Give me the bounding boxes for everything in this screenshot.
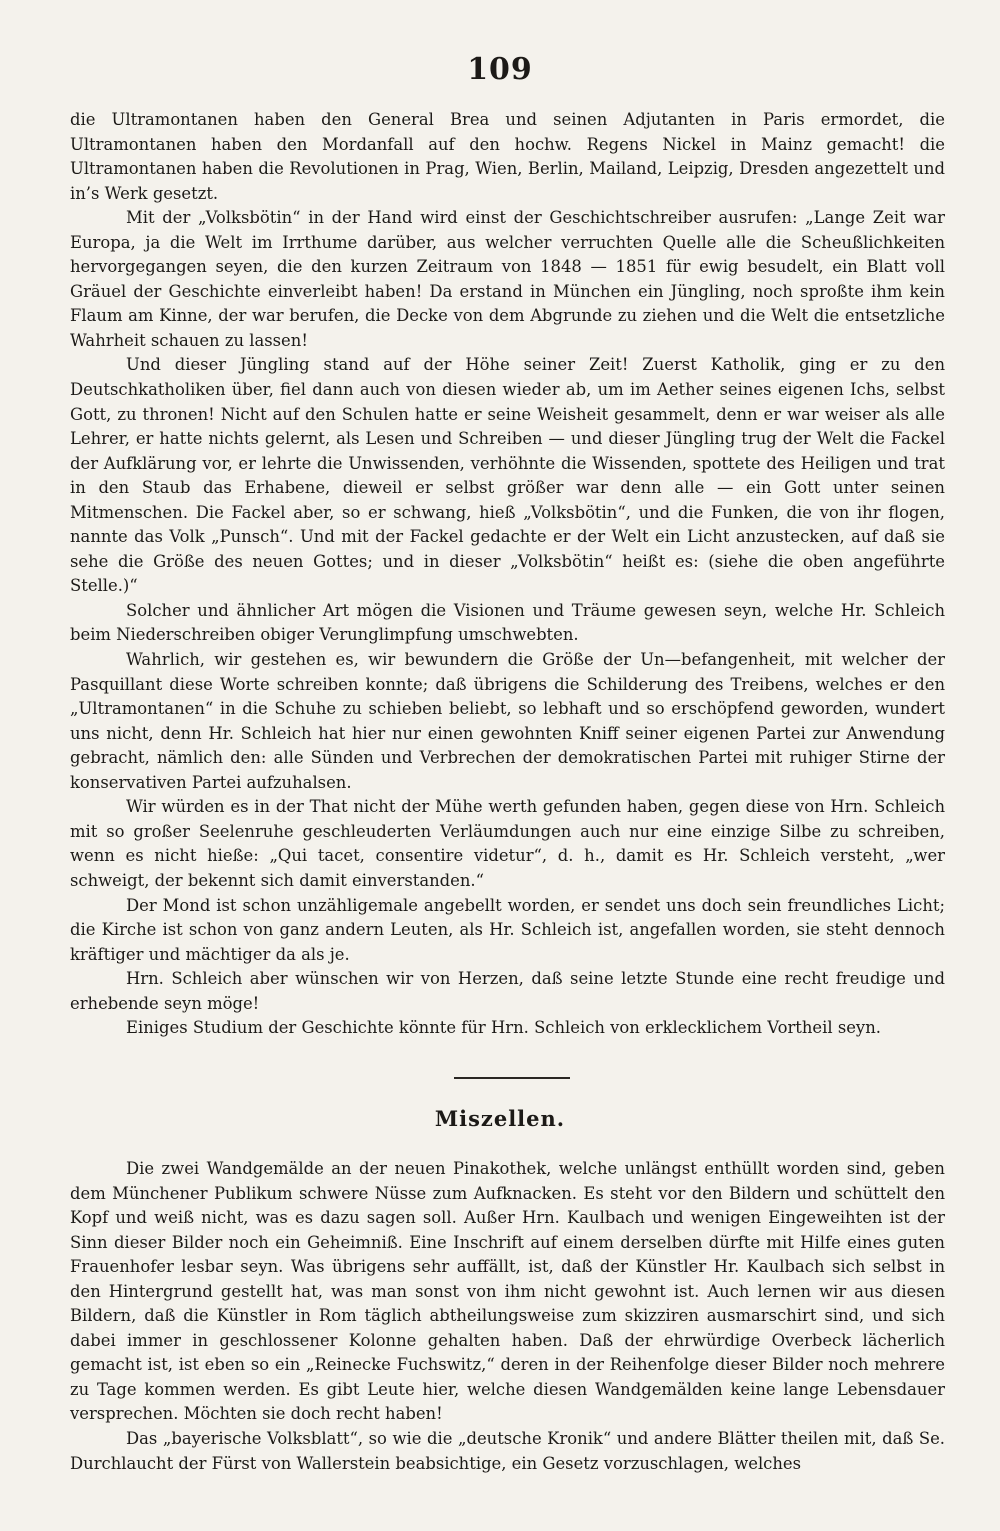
section-title: Miszellen.: [434, 1106, 566, 1131]
article-paragraph: Wahrlich, wir gestehen es, wir bewundern die Größe der Un—befangenheit, mit welcher der Pasquillant diese Worte schreiben konnte; daß übrigens die Schilderung des Treibens, welches er den „Ultramontanen“ in die Schuhe zu schieben beliebt, so lebhaft und so erschöpfend geworden, wundert uns nicht, denn Hr. Schleich hat hier nur einen gewohnten Kniff seiner eigenen Partei zur Anwendung gebracht, nämlich den: alle Sünden und Verbrechen der demokratischen Partei mit ruhiger Stirne der konservativen Partei aufzuhalsen.: [70, 650, 945, 792]
miscellany-paragraph: Das „bayerische Volksblatt“, so wie die „deutsche Kronik“ und andere Blätter theilen mit, daß Se. Durchlaucht der Fürst von Wallerstein beabsichtige, ein Gesetz vorzuschlagen, welches: [70, 1429, 945, 1473]
article-paragraph: Solcher und ähnlicher Art mögen die Visionen und Träume gewesen seyn, welche Hr. Schleich beim Niederschreiben obiger Verunglimpfung umschwebten.: [70, 600, 945, 645]
article-paragraph: Der Mond ist schon unzähligemale angebellt worden, er sendet uns doch sein freundliches Licht; die Kirche ist schon von ganz andern Leuten, als Hr. Schleich ist, angefallen worden, sie steht dennoch kräftiger und mächtiger da als je.: [70, 895, 945, 964]
article-paragraph: Hrn. Schleich aber wünschen wir von Herzen, daß seine letzte Stunde eine recht freudige und erhebende seyn möge!: [70, 969, 945, 1013]
miscellany-body: [70, 1157, 945, 1476]
article-paragraph: Mit der „Volksbötin“ in der Hand wird einst der Geschichtschreiber ausrufen: „Lange Zeit war Europa, ja die Welt im Irrthume darüber, aus welcher verruchten Quelle alle die Scheußlichkeiten hervorgegangen seyen, die den kurzen Zeitraum von 1848 — 1851 für ewig besudelt, ein Blatt voll Gräuel der Geschichte einverleibt haben! Da erstand in München ein Jüngling, noch sproßte ihm kein Flaum am Kinne, der war berufen, die Decke von dem Abgrunde zu ziehen und die Welt die entsetzliche Wahrheit schauen zu lassen!: [70, 208, 945, 350]
article-paragraph: Und dieser Jüngling stand auf der Höhe seiner Zeit! Zuerst Katholik, ging er zu den Deutschkatholiken über, fiel dann auch von diesen wieder ab, um im Aether seines eigenen Ichs, selbst Gott, zu thronen! Nicht auf den Schulen hatte er seine Weisheit gesammelt, denn er war weiser als alle Lehrer, er hatte nichts gelernt, als Lesen und Schreiben — und dieser Jüngling trug der Welt die Fackel der Aufklärung vor, er lehrte die Unwissenden, verhöhnte die Wissenden, spottete des Heiligen und trat in den Staub das Erhabene, dieweil er selbst größer war denn alle — ein Gott unter seinen Mitmenschen. Die Fackel aber, so er schwang, hieß „Volksbötin“, und die Funken, die von ihr flogen, nannte das Volk „Punsch“. Und mit der Fackel gedachte er der Welt ein Licht anzustecken, auf daß sie sehe die Größe des neuen Gottes; und in dieser „Volksbötin“ heißt es: (siehe die oben angeführte Stelle.)“: [70, 355, 945, 596]
article-paragraph: die Ultramontanen haben den General Brea und seinen Adjutanten in Paris ermordet, die Ultramontanen haben den Mordanfall auf den hochw. Regens Nickel in Mainz gemacht! die Ultramontanen haben die Revolutionen in Prag, Wien, Berlin, Mailand, Leipzig, Dresden angezettelt und in’s Werk gesetzt.: [70, 110, 945, 203]
article-paragraph: Einiges Studium der Geschichte könnte für Hrn. Schleich von erklecklichem Vortheil seyn.: [126, 1018, 881, 1038]
section-divider: [454, 1077, 570, 1079]
article-paragraph: Wir würden es in der That nicht der Mühe werth gefunden haben, gegen diese von Hrn. Schleich mit so großer Seelenruhe geschleuderten Verläumdungen auch nur eine einzige Silbe zu schreiben, wenn es nicht hieße: „Qui tacet, consentire videtur“, d. h., damit es Hr. Schleich versteht, „wer schweigt, der bekennt sich damit einverstanden.“: [70, 797, 945, 890]
miscellany-paragraph: Die zwei Wandgemälde an der neuen Pinakothek, welche unlängst enthüllt worden sind, geben dem Münchener Publikum schwere Nüsse zum Aufknacken. Es steht vor den Bildern und schüttelt den Kopf und weiß nicht, was es dazu sagen soll. Außer Hrn. Kaulbach und wenigen Eingeweihten ist der Sinn dieser Bilder noch ein Geheimniß. Eine Inschrift auf einem derselben dürfte mit Hilfe eines guten Frauenhofer lesbar seyn. Was übrigens sehr auffällt, ist, daß der Künstler Hr. Kaulbach sich selbst in den Hintergrund gestellt hat, was man sonst von ihm nicht gewohnt ist. Auch lernen wir aus diesen Bildern, daß die Künstler in Rom täglich abtheilungsweise zum skizziren ausmarschirt sind, und sich dabei immer in geschlossener Kolonne gehalten haben. Daß der ehrwürdige Overbeck lächerlich gemacht ist, ist eben so ein „Reinecke Fuchswitz,“ deren in der Reihenfolge dieser Bilder noch mehrere zu Tage kommen werden. Es gibt Leute hier, welche diesen Wandgemälden keine lange Lebensdauer versprechen. Möchten sie doch recht haben!: [70, 1159, 945, 1424]
article-body: [70, 108, 945, 1041]
page-number: 109: [467, 52, 533, 87]
